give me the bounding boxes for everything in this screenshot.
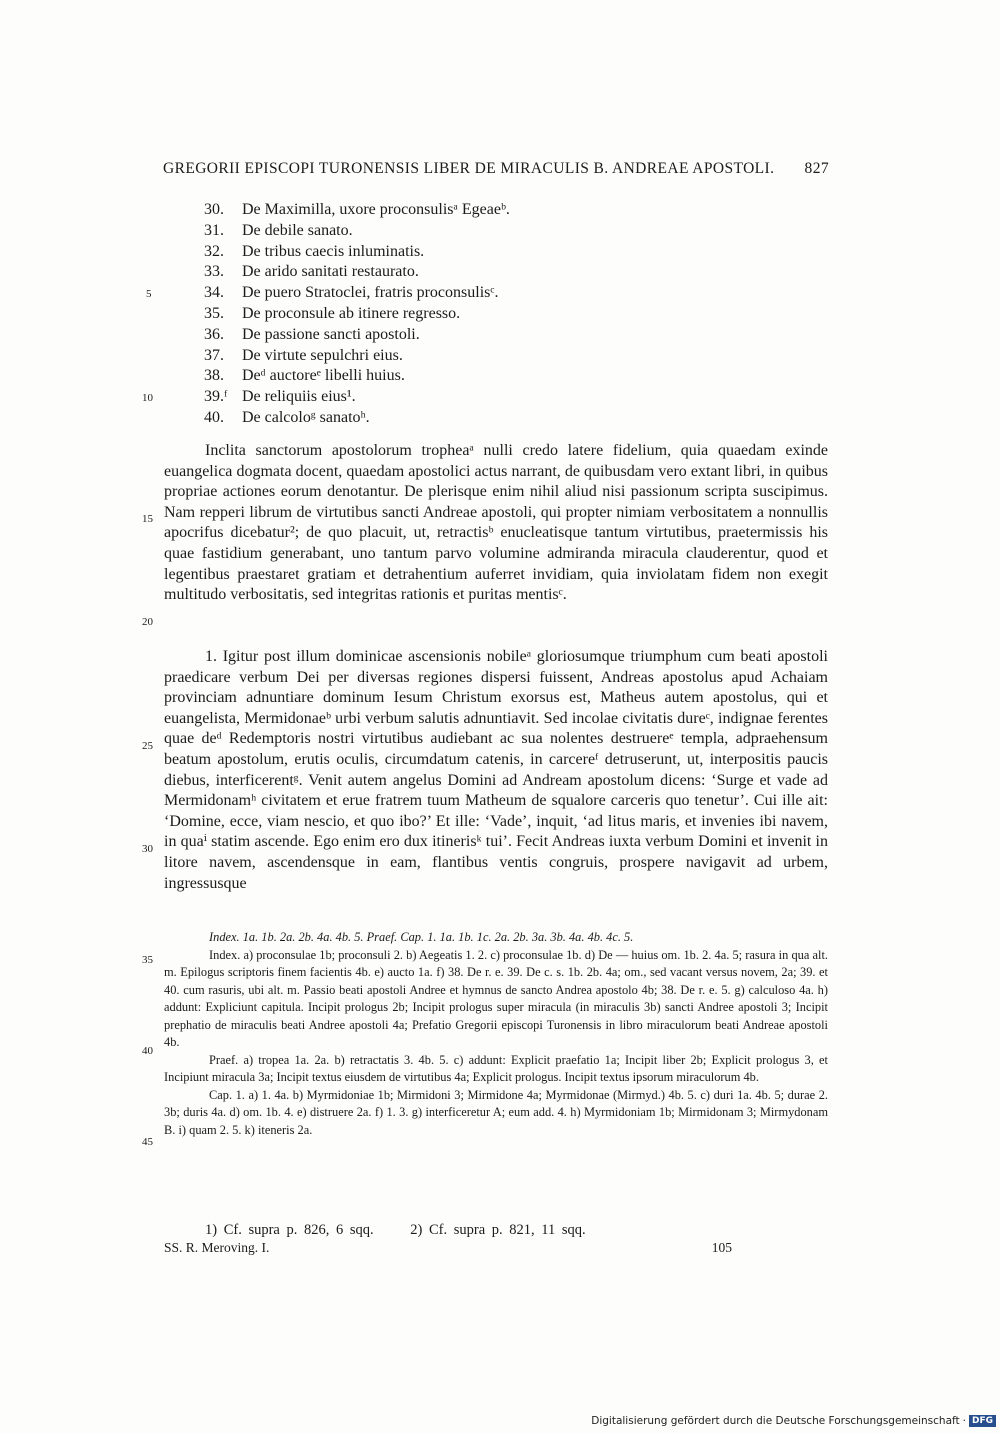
separator-dot: ·: [962, 1415, 966, 1427]
running-title: GREGORII EPISCOPI TURONENSIS LIBER DE MIRACULIS B. ANDREAE APOSTOLI.: [163, 160, 775, 177]
line-number: 5: [146, 288, 152, 300]
toc-item: 30. De Maximilla, uxore proconsulisᵃ Egeaeᵇ.: [204, 201, 510, 218]
footnote-2: 2) Cf. supra p. 821, 11 sqq.: [410, 1222, 586, 1238]
chapter-list: [204, 200, 510, 429]
funding-banner: [591, 1415, 996, 1427]
toc-item: 34. De puero Stratoclei, fratris proconsulisᶜ.: [204, 284, 499, 302]
apparatus-index: Index. a) proconsulae 1b; proconsuli 2. b) Aegeatis 1. 2. c) proconsulae 1b. d) De — huius om. 1b. 2. 4a. 5; rasura in qua alt. m. Epilogus scriptoris finem facientis 4b. e) aucto 1a. f) 38. De r. e. 39. De c. s. 1b. 2b. 4a; om., sed vacant versus novem, 2a; 39. et 40. cum rasuris, ubi alt. m. Passio beati apostoli Andree et hymnus de sancto Andrea apostolo 4b; 38. De r. e. 5. g) calculoso 4a. h) addunt: Expliciunt capitula. Incipit prologus 2b; Incipit prologus super miracula (in miraculis 3b) sancti Andree apostoli 3; Incipit prephatio de miraculis beati Andree apostoli 4a; Prefatio Gregorii episcopi Turonensis in libro miraculorum beati Andreae apostoli 4b.: [164, 947, 828, 1049]
line-number: 10: [142, 392, 153, 404]
praefatio-text: Inclita sanctorum apostolorum tropheaᵃ nulli credo latere fidelium, quia quaedam exinde euangelica dogmata docent, quaedam apostolici actus narrant, de quibusdam vero extant libri, in quibus propriae actiones eorum denotantur. De plerisque enim nihil aliud nisi passionum scripta suscipimus. Nam repperi librum de virtutibus sancti Andreae apostoli, qui propter nimiam verbositatem a nonnullis apocrifus dicebatur²; de quo placuit, ut, retractisᵇ enucleatisque tantum virtutibus, praetermissis his quae fastidium generabant, uno tantum parvo volumine admiranda miracula clauderentur, quod et legentibus praestaret gratiam et detrahentium auferret invidiam, quia inviolatam fidem non exegit multitudo verbositatis, sed integritas rationis et puritas mentisᶜ.: [164, 442, 828, 604]
line-number: 40: [142, 1045, 153, 1057]
footnote-1: 1) Cf. supra p. 826, 6 sqq.: [205, 1222, 374, 1238]
toc-item: 39.ᶠ De reliquiis eius¹.: [204, 388, 356, 406]
funding-text: Digitalisierung gefördert durch die Deutsche Forschungsgemeinschaft: [591, 1415, 960, 1427]
signature-mark: 105: [711, 1240, 732, 1255]
dfg-logo-icon: DFG: [969, 1415, 996, 1427]
chapter-1-text: 1. Igitur post illum dominicae ascensionis nobileᵃ gloriosumque triumphum cum beati apostoli praedicare verbum Dei per diversas regiones dispersi fuissent, Andreas apostolus apud Achaiam provinciam adnuntiare dominum Iesum Christum exorsus est, Matheus autem apostolus, qui et euangelista, Mermidonaeᵇ urbi verbum salutis adnuntiavit. Sed incolae civitatis dureᶜ, indignae ferentes quae deᵈ Redemptoris nostri virtutibus audiebant ac sua nolentes destruereᵉ templa, adpraehensum beatum apostolum, erutis oculis, circumdatum catenis, in carcereᶠ detruserunt, ut, interpositis paucis diebus, interficerentᵍ. Venit autem angelus Domini ad Andream apostolum dicens: ‘Surge et vade ad Mermidonamʰ civitatem et erue fratrem tuum Matheum de squalore carceris quo tenetur’. Cui ille ait: ‘Domine, ecce, viam nescio, et quo ibo?’ Et ille: ‘Vade’, inquit, ‘ad litus maris, et invenies ibi navem, in quaⁱ statim ascende. Ego enim ero dux itinerisᵏ tui’. Fecit Andreas iuxta verbum Domini et invenit in litore navem, ascendensque in eam, flantibus ventis congruis, prospere navigavit ad urbem, ingressusque: [164, 648, 828, 892]
toc-item: 38. Deᵈ auctoreᵉ libelli huius.: [204, 367, 405, 385]
line-number: 20: [142, 616, 153, 628]
footnotes: [205, 1222, 616, 1239]
toc-item: 35. De proconsule ab itinere regresso.: [204, 304, 461, 322]
chapter-1: [164, 647, 828, 894]
page-number: 827: [804, 160, 829, 177]
line-number: 35: [142, 954, 153, 966]
toc-item: 31. De debile sanato.: [204, 221, 353, 239]
toc-item: 37. De virtute sepulchri eius.: [204, 346, 403, 364]
page-footer: [164, 1240, 732, 1256]
line-number: 30: [142, 843, 153, 855]
running-header: [163, 160, 829, 178]
apparatus-sigla: Index. 1a. 1b. 2a. 2b. 4a. 4b. 5. Praef. Cap. 1. 1a. 1b. 1c. 2a. 2b. 3a. 3b. 4a. 4b. 4c. 5.: [209, 930, 634, 944]
line-number: 15: [142, 513, 153, 525]
toc-item: 33. De arido sanitati restaurato.: [204, 263, 419, 281]
apparatus-cap: Cap. 1. a) 1. 4a. b) Myrmidoniae 1b; Mirmidoni 3; Mirmidone 4a; Myrmidonae (Mirmyd.) 4b. 5. c) duri 1a. 4b. 5; durae 2. 3b; duris 4a. d) om. 1b. 4. e) distruere 2a. f) 1. 3. g) interficeretur A; eum add. 4. h) Myrmidoniam 1b; Mirmidonam 3; Mirmydonam B. i) quam 2. 5. k) iteneris 2a.: [164, 1087, 828, 1137]
praefatio: [164, 441, 828, 606]
line-number: 25: [142, 740, 153, 752]
line-number: 45: [142, 1136, 153, 1148]
series-title: SS. R. Meroving. I.: [164, 1240, 270, 1255]
toc-item: 40. De calcoloᵍ sanatoʰ.: [204, 408, 370, 426]
critical-apparatus: [164, 929, 828, 1139]
apparatus-praef: Praef. a) tropea 1a. 2a. b) retractatis 3. 4b. 5. c) addunt: Explicit praefatio 1a; Incipit liber 2b; Explicit prologus 3, et Incipiunt miracula 3a; Incipit textus eiusdem de virtutibus 4a; Explicit prologus. Incipit textus ipsorum miraculorum 4b.: [164, 1052, 828, 1084]
toc-item: 36. De passione sancti apostoli.: [204, 325, 420, 343]
toc-item: 32. De tribus caecis inluminatis.: [204, 242, 425, 260]
